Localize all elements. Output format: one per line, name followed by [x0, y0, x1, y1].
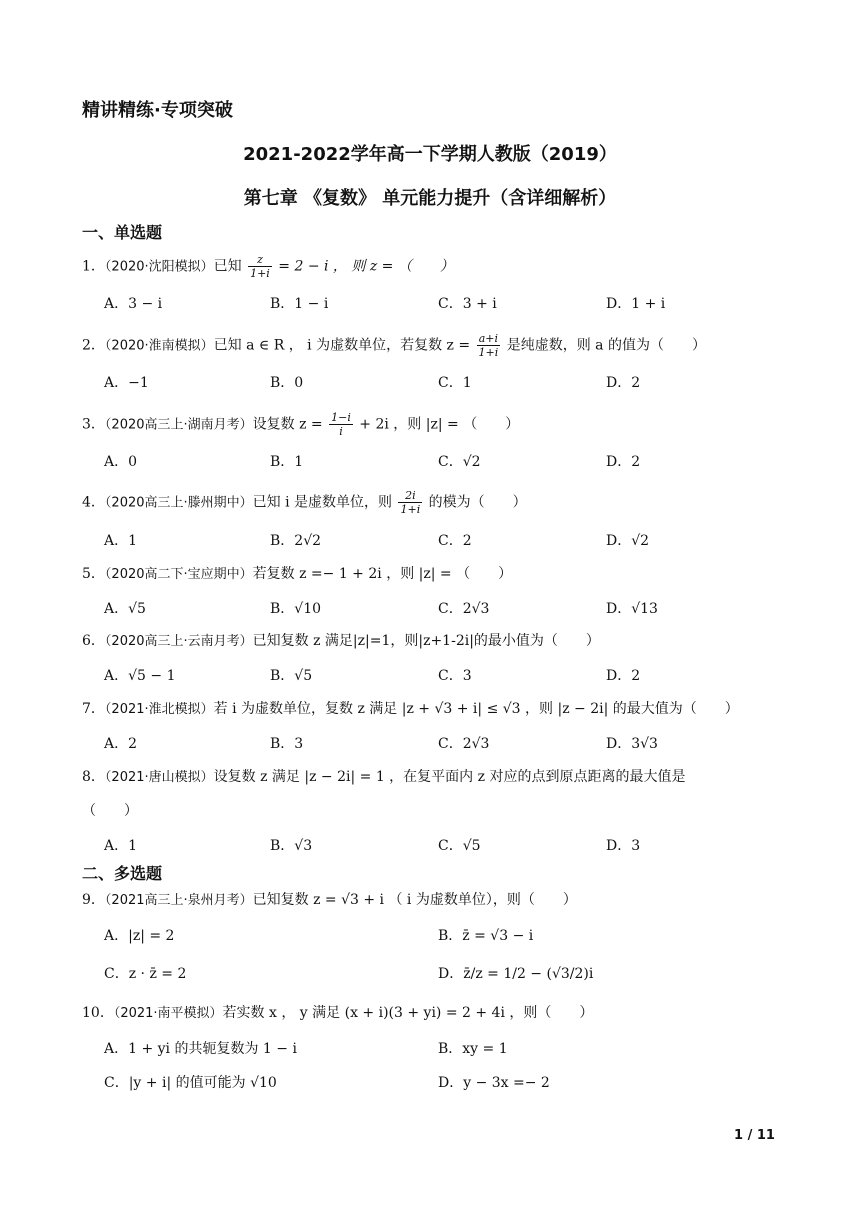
option-10a: A．1 + yi 的共轭复数为 1 − i [104, 1041, 297, 1057]
option-9a: A．|z| = 2 [104, 928, 175, 944]
option-3a: A．0 [104, 454, 138, 470]
question-4: 4．（2020高三上·滕州期中）已知 i 是虚数单位，则 $\frac{2i}{1+i}$ 的模为（ ） [82, 489, 527, 516]
option-2a: A．−1 [104, 375, 149, 391]
option-6c: C．3 [438, 668, 472, 684]
option-8c: C．√5 [438, 838, 481, 854]
option-2d: D．2 [606, 375, 641, 391]
option-7a: A．2 [104, 736, 138, 752]
option-8b: B．√3 [270, 838, 313, 854]
question-7: 7．（2021·淮北模拟）若 i 为虚数单位，复数 z 满足 |z + √3 + i| ≤ √3 ，则 |z − 2i| 的最大值为（ ） [82, 701, 739, 717]
option-5d: D．√13 [606, 601, 658, 617]
option-2c: C．1 [438, 375, 472, 391]
question-6: 6．（2020高三上·云南月考）已知复数 z 满足|z|=1，则|z+1-2i|的最小值为（ ） [82, 633, 600, 649]
option-1c: C．3 + i [438, 296, 497, 312]
option-10c: C．|y + i| 的值可能为 √10 [104, 1075, 277, 1091]
option-8a: A．1 [104, 838, 138, 854]
question-2: 2．（2020·淮南模拟）已知 a ∈ R ， i 为虚数单位，若复数 z = $\frac{a+i}{1+i}$ 是纯虚数，则 a 的值为（ ） [82, 332, 706, 359]
option-5a: A．√5 [104, 601, 146, 617]
option-6a: A．√5 − 1 [104, 668, 176, 684]
option-4d: D．√2 [606, 533, 650, 549]
option-3c: C．√2 [438, 454, 481, 470]
option-4b: B．2√2 [270, 533, 322, 549]
question-8: 8．（2021·唐山模拟）设复数 z 满足 |z − 2i| = 1 ，在复平面内 z 对应的点到原点距离的最大值是 [82, 769, 686, 785]
section-single-choice: 一、单选题 [82, 223, 163, 242]
option-9b: B．z̄ = √3 − i [438, 928, 534, 944]
option-10d: D．y − 3x =− 2 [438, 1075, 550, 1091]
option-5b: B．√10 [270, 601, 322, 617]
option-10b: B．xy = 1 [438, 1041, 508, 1057]
option-9c: C．z · z̄ = 2 [104, 966, 187, 982]
option-7c: C．2√3 [438, 736, 490, 752]
document-subtitle: 第七章 《复数》 单元能力提升（含详细解析） [243, 188, 617, 209]
section-multi-choice: 二、多选题 [82, 864, 163, 883]
option-2b: B．0 [270, 375, 304, 391]
option-1b: B．1 − i [270, 296, 329, 312]
option-4c: C．2 [438, 533, 472, 549]
option-4a: A．1 [104, 533, 138, 549]
page-number: 1 / 11 [734, 1128, 775, 1143]
option-8d: D．3 [606, 838, 641, 854]
option-5c: C．2√3 [438, 601, 490, 617]
question-10: 10．（2021·南平模拟）若实数 x ， y 满足 (x + i)(3 + yi) = 2 + 4i ，则（ ） [82, 1005, 594, 1021]
option-1a: A．3 − i [104, 296, 163, 312]
option-1d: D．1 + i [606, 296, 666, 312]
option-3b: B．1 [270, 454, 304, 470]
option-7d: D．3√3 [606, 736, 658, 752]
question-9: 9．（2021高三上·泉州月考）已知复数 z = √3 + i （ i 为虚数单位），则（ ） [82, 892, 577, 908]
option-6b: B．√5 [270, 668, 313, 684]
option-9d: D．z̄/z = 1/2 − (√3/2)i [438, 966, 594, 982]
question-3: 3．（2020高三上·湖南月考）设复数 z = $\frac{1-i}{i}$ + 2i ，则 |z| = （ ） [82, 411, 520, 438]
option-7b: B．3 [270, 736, 304, 752]
document-title: 2021-2022学年高一下学期人教版（2019） [243, 144, 617, 165]
question-5: 5．（2020高二下·宝应期中）若复数 z =− 1 + 2i ，则 |z| = （ ） [82, 566, 513, 582]
option-6d: D．2 [606, 668, 641, 684]
option-3d: D．2 [606, 454, 641, 470]
question-8-continued: （ ） [82, 803, 138, 819]
header-label: 精讲精练·专项突破 [82, 100, 233, 121]
question-1: 1．（2020·沈阳模拟）已知 $\frac{z}{1+i}$ = 2 − i ， 则 z = （ ） [82, 253, 454, 280]
